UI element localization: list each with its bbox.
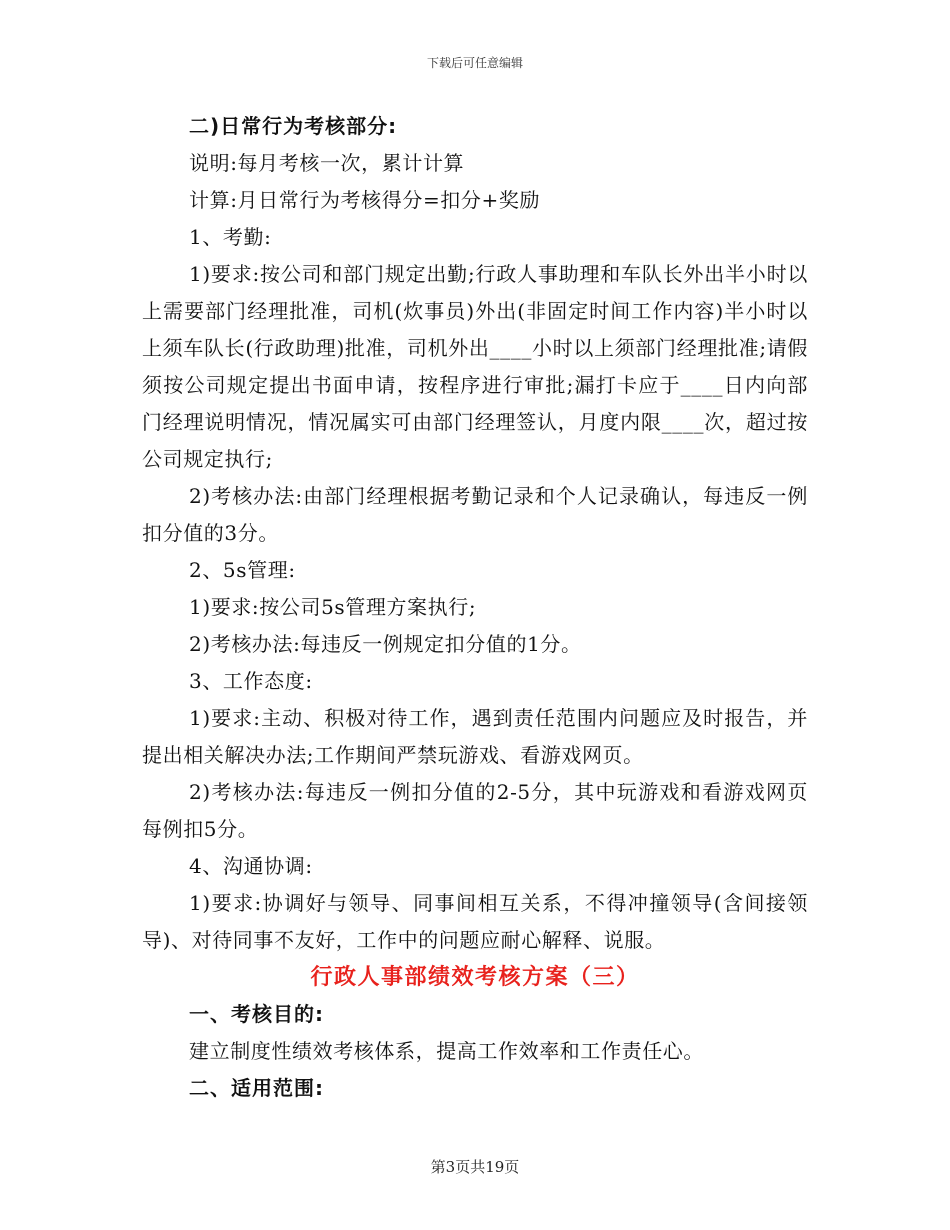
section-title: 行政人事部绩效考核方案（三） [310,965,640,990]
item-heading-attendance: 1、考勤: [189,225,272,249]
item-heading-attitude: 3、工作态度: [189,669,313,693]
paragraph-attendance-method: 2)考核办法:由部门经理根据考勤记录和个人记录确认，每违反一例扣分值的3分。 [142,484,808,545]
paragraph-assessment-purpose: 建立制度性绩效考核体系，提高工作效率和工作责任心。 [189,1039,704,1063]
page-footer: 第3页共19页 [430,1158,520,1176]
paragraph-description: 说明:每月考核一次，累计计算 [189,151,465,175]
paragraph-calculation: 计算:月日常行为考核得分=扣分+奖励 [189,188,541,212]
paragraph-attitude-method: 2)考核办法:每违反一例扣分值的2-5分，其中玩游戏和看游戏网页每例扣5分。 [142,780,808,841]
section-heading-daily-behavior: 二)日常行为考核部分: [189,114,398,138]
page-content [142,108,808,1107]
paragraph-5s-requirements: 1)要求:按公司5s管理方案执行; [189,595,477,619]
page-header: 下载后可任意编辑 [426,56,523,70]
item-heading-5s: 2、5s管理: [189,558,296,582]
heading-assessment-purpose: 一、考核目的: [189,1002,324,1026]
heading-scope: 二、适用范围: [189,1076,324,1100]
paragraph-communication-requirements: 1)要求:协调好与领导、同事间相互关系，不得冲撞领导(含间接领导)、对待同事不友好，工作中的问题应耐心解释、说服。 [142,891,808,952]
item-heading-communication: 4、沟通协调: [189,854,313,878]
paragraph-attendance-requirements: 1)要求:按公司和部门规定出勤;行政人事助理和车队长外出半小时以上需要部门经理批准，司机(炊事员)外出(非固定时间工作内容)半小时以上须车队长(行政助理)批准，司机外出____小时以上须部门经理批准;请假须按公司规定提出书面申请，按程序进行审批;漏打卡应于____日内向部门经理说明情况，情况属实可由部门经理签认，月度内限____次，超过按公司规定执行; [142,262,808,471]
paragraph-5s-method: 2)考核办法:每违反一例规定扣分值的1分。 [189,632,582,656]
paragraph-attitude-requirements: 1)要求:主动、积极对待工作，遇到责任范围内问题应及时报告，并提出相关解决办法;工作期间严禁玩游戏、看游戏网页。 [142,706,808,767]
